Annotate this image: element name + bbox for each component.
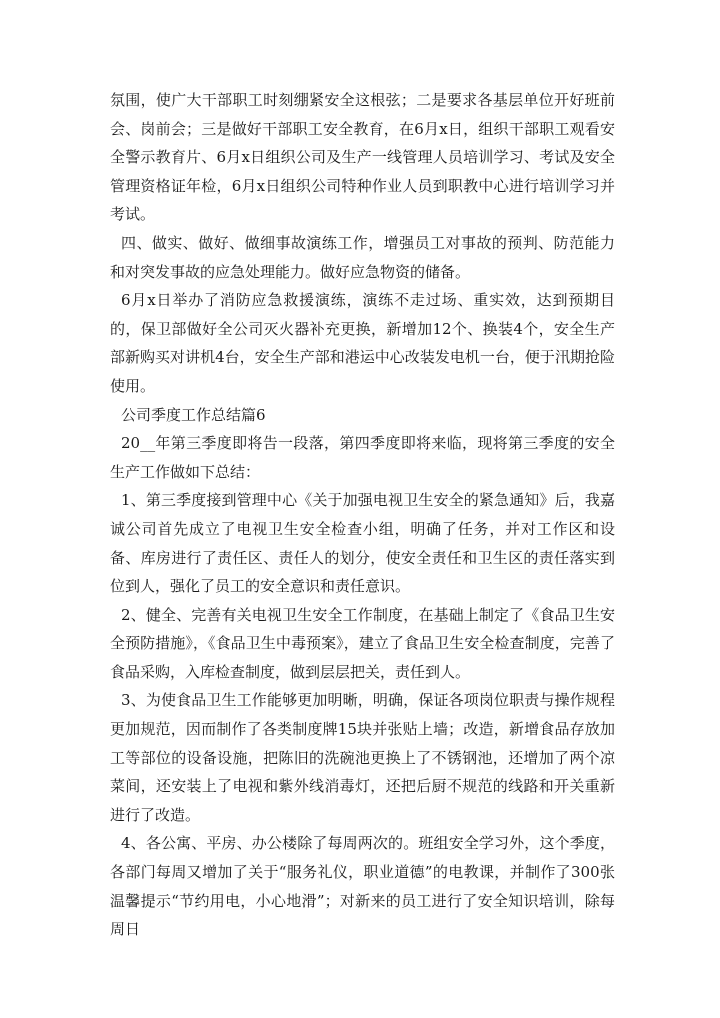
paragraph-intro-continued: 氛围，使广大干部职工时刻绷紧安全这根弦；二是要求各基层单位开好班前会、岗前会；三是做好干部职工安全教育，在6月x日，组织干部职工观看安全警示教育片、6月x日组织公司及生产一线管理人员培训学习、考试及安全管理资格证年检，6月x日组织公司特种作业人员到职教中心进行培训学习并考试。 [110, 91, 615, 224]
section-heading: 公司季度工作总结篇6 [121, 405, 266, 424]
paragraph-item-3: 3、为使食品卫生工作能够更加明晰，明确，保证各项岗位职责与操作规程更加规范，因而制作了各类制度牌15块并张贴上墙；改造，新增食品存放加工等部位的设备设施，把陈旧的洗碗池更换上了不锈钢池，还增加了两个凉菜间，还安装上了电视和紫外线消毒灯，还把后厨不规范的线路和开关重新进行了改造。 [110, 691, 615, 824]
paragraph-drill-details: 6月x日举办了消防应急救援演练，演练不走过场、重实效，达到预期目的，保卫部做好全公司灭火器补充更换，新增加12个、换装4个，安全生产部新购买对讲机4台，安全生产部和港运中心改装发电机一台，便于汛期抢险使用。 [110, 291, 615, 395]
document-page [110, 86, 615, 944]
paragraph-item-2: 2、健全、完善有关电视卫生安全工作制度，在基础上制定了《食品卫生安全预防措施》，《食品卫生中毒预案》，建立了食品卫生安全检查制度，完善了食品采购，入库检查制度，做到层层把关，责任到人。 [110, 605, 615, 681]
paragraph-item-1: 1、第三季度接到管理中心《关于加强电视卫生安全的紧急通知》后，我嘉诚公司首先成立了电视卫生安全检查小组，明确了任务，并对工作区和设备、库房进行了责任区、责任人的划分，使安全责任和卫生区的责任落实到位到人，强化了员工的安全意识和责任意识。 [110, 491, 615, 596]
paragraph-item-4: 4、各公寓、平房、办公楼除了每周两次的。班组安全学习外，这个季度，各部门每周又增加了关于“服务礼仪，职业道德”的电教课，并制作了300张温馨提示“节约用电，小心地滑”；对新来的员工进行了安全知识培训，除每周日 [110, 834, 615, 939]
paragraph-section-four: 四、做实、做好、做细事故演练工作，增强员工对事故的预判、防范能力和对突发事故的应急处理能力。做好应急物资的储备。 [110, 233, 615, 281]
paragraph-summary-intro: 20__年第三季度即将告一段落，第四季度即将来临，现将第三季度的安全生产工作做如下总结： [110, 434, 615, 481]
